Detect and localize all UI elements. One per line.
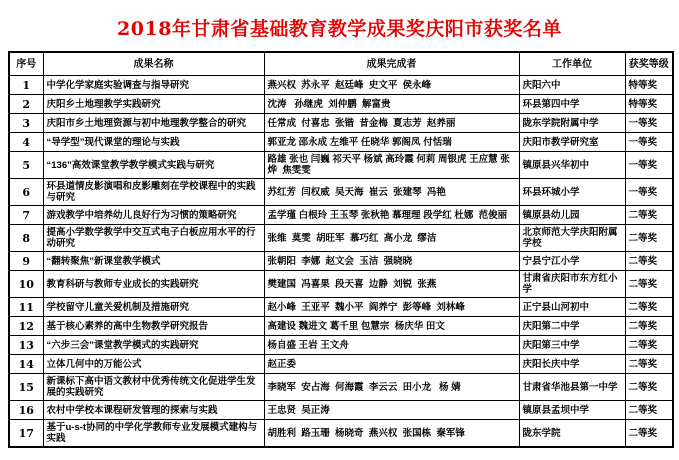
cell-no: 14 [9,355,43,374]
cell-no: 6 [9,179,43,206]
table-row [9,420,673,448]
cell-unit: 庆阳第三中学 [519,336,625,355]
col-header-unit: 工作单位 [519,52,625,76]
cell-no: 12 [9,317,43,336]
table-row [9,271,673,298]
page-title: 2018年甘肃省基础教育教学成果奖庆阳市获奖名单 [117,18,562,40]
cell-award: 二等奖 [625,401,673,420]
cell-no: 7 [9,206,43,225]
cell-no: 17 [9,420,43,448]
cell-no: 8 [9,225,43,252]
cell-name: 提高小学数学教学中交互式电子白板应用水平的行动研究 [43,225,264,252]
cell-unit: 宁县宁江小学 [519,252,625,271]
cell-award: 二等奖 [625,225,673,252]
cell-unit: 环县环城小学 [519,179,625,206]
cell-authors: 张维 莫雯 胡旺军 慕巧红 高小龙 缪洁 [264,225,519,252]
cell-award: 二等奖 [625,298,673,317]
table-row [9,336,673,355]
table-row [9,95,673,114]
cell-name: 中学化学家庭实验调查与指导研究 [43,76,264,95]
cell-name: “136”高效课堂教学教学模式实践与研究 [43,152,264,179]
col-header-no: 序号 [9,52,43,76]
cell-award: 一等奖 [625,152,673,179]
table-row [9,374,673,401]
table-header-row [9,52,673,76]
cell-authors: 孟学瑾 白根玲 王玉琴 张秋艳 慕理理 段学红 杜娜 范俊丽 [264,206,519,225]
cell-name: “六步三会”课堂教学模式的实践研究 [43,336,264,355]
cell-no: 4 [9,133,43,152]
cell-no: 3 [9,114,43,133]
cell-no: 2 [9,95,43,114]
cell-authors: 樊建国 冯喜果 段天喜 边静 刘锐 张燕 [264,271,519,298]
cell-unit: 镇原县孟坝中学 [519,401,625,420]
table-row [9,225,673,252]
cell-name: 立体几何中的万能公式 [43,355,264,374]
cell-authors: 沈涛 孙继虎 刘仲鹏 解富贵 [264,95,519,114]
cell-authors: 李晓军 安占海 何海霞 李云云 田小龙 杨 婧 [264,374,519,401]
col-header-name: 成果名称 [43,52,264,76]
cell-name: 庆阳乡土地理教学实践研究 [43,95,264,114]
cell-authors: 胡胜利 路玉珊 杨晓奇 燕兴权 张国栋 秦军锋 [264,420,519,448]
table-row [9,133,673,152]
cell-award: 二等奖 [625,252,673,271]
cell-name: “翻转聚焦”新课堂教学模式 [43,252,264,271]
table-row [9,152,673,179]
cell-no: 16 [9,401,43,420]
cell-authors: 路雄 张也 闫巍 祁天平 杨斌 高玲霞 何莉 周银虎 王应慧 张烨 焦雯雯 [264,152,519,179]
cell-unit: 甘肃省庆阳市东方红小学 [519,271,625,298]
cell-no: 11 [9,298,43,317]
cell-unit: 庆阳长庆中学 [519,355,625,374]
table-row [9,179,673,206]
cell-unit: 正宁县山河初中 [519,298,625,317]
cell-authors: 郭亚龙 邵永成 左维平 任晓华 郭阁凤 付恬瑞 [264,133,519,152]
award-table [8,51,674,448]
col-header-authors: 成果完成者 [264,52,519,76]
cell-name: 基于u-s-t协同的中学化学教师专业发展模式建构与实践 [43,420,264,448]
cell-unit: 陇东学院附属中学 [519,114,625,133]
col-header-award: 获奖等级 [625,52,673,76]
table-row [9,252,673,271]
cell-name: 新课标下高中语文教材中优秀传统文化促进学生发展的实践研究 [43,374,264,401]
cell-authors: 张朝阳 李娜 赵文会 玉洁 强晓晓 [264,252,519,271]
cell-award: 二等奖 [625,374,673,401]
cell-unit: 甘肃省华池县第一中学 [519,374,625,401]
cell-award: 一等奖 [625,133,673,152]
cell-award: 二等奖 [625,336,673,355]
cell-unit: 北京师范大学庆阳附属学校 [519,225,625,252]
cell-authors: 杨自盛 王岩 王文舟 [264,336,519,355]
cell-award: 二等奖 [625,271,673,298]
cell-no: 10 [9,271,43,298]
cell-no: 5 [9,152,43,179]
cell-award: 特等奖 [625,95,673,114]
cell-name: 农村中学校本课程研发管理的探索与实践 [43,401,264,420]
cell-award: 二等奖 [625,355,673,374]
table-row [9,114,673,133]
cell-authors: 赵正委 [264,355,519,374]
cell-authors: 任常成 付喜忠 张锴 昔金梅 夏志芳 赵养丽 [264,114,519,133]
table-body [9,76,673,448]
cell-award: 二等奖 [625,206,673,225]
cell-name: “导学型”现代课堂的理论与实践 [43,133,264,152]
cell-name: 学校留守儿童关爱机制及措施研究 [43,298,264,317]
cell-no: 9 [9,252,43,271]
table-row [9,206,673,225]
cell-authors: 苏红芳 闫权威 吴天海 崔云 张建琴 冯艳 [264,179,519,206]
table-row [9,355,673,374]
cell-authors: 赵小峰 王亚平 魏小平 阎养宁 彭等峰 刘林峰 [264,298,519,317]
cell-no: 13 [9,336,43,355]
table-row [9,298,673,317]
cell-unit: 环县第四中学 [519,95,625,114]
cell-award: 一等奖 [625,114,673,133]
cell-award: 二等奖 [625,420,673,448]
cell-unit: 镇原县兴华初中 [519,152,625,179]
cell-award: 特等奖 [625,76,673,95]
cell-unit: 庆阳第二中学 [519,317,625,336]
table-row [9,401,673,420]
cell-unit: 庆阳市教学研究室 [519,133,625,152]
cell-no: 15 [9,374,43,401]
cell-authors: 燕兴权 苏永平 赵廷峰 史文平 侯永峰 [264,76,519,95]
cell-name: 教育科研与教师专业成长的实践研究 [43,271,264,298]
table-row [9,76,673,95]
cell-unit: 陇东学院 [519,420,625,448]
cell-authors: 王忠贤 吴正涛 [264,401,519,420]
table-row [9,317,673,336]
cell-name: 游戏教学中培养幼儿良好行为习惯的策略研究 [43,206,264,225]
cell-award: 二等奖 [625,317,673,336]
cell-name: 环县道情皮影演唱和皮影雕刻在学校课程中的实践与研究 [43,179,264,206]
cell-name: 庆阳市乡土地理资源与初中地理教学整合的研究 [43,114,264,133]
cell-unit: 庆阳六中 [519,76,625,95]
cell-no: 1 [9,76,43,95]
cell-name: 基于核心素养的高中生物教学研究报告 [43,317,264,336]
cell-award: 一等奖 [625,179,673,206]
cell-authors: 高建设 魏进文 葛千里 包慧宗 杨庆华 田文 [264,317,519,336]
cell-unit: 镇原县幼儿园 [519,206,625,225]
